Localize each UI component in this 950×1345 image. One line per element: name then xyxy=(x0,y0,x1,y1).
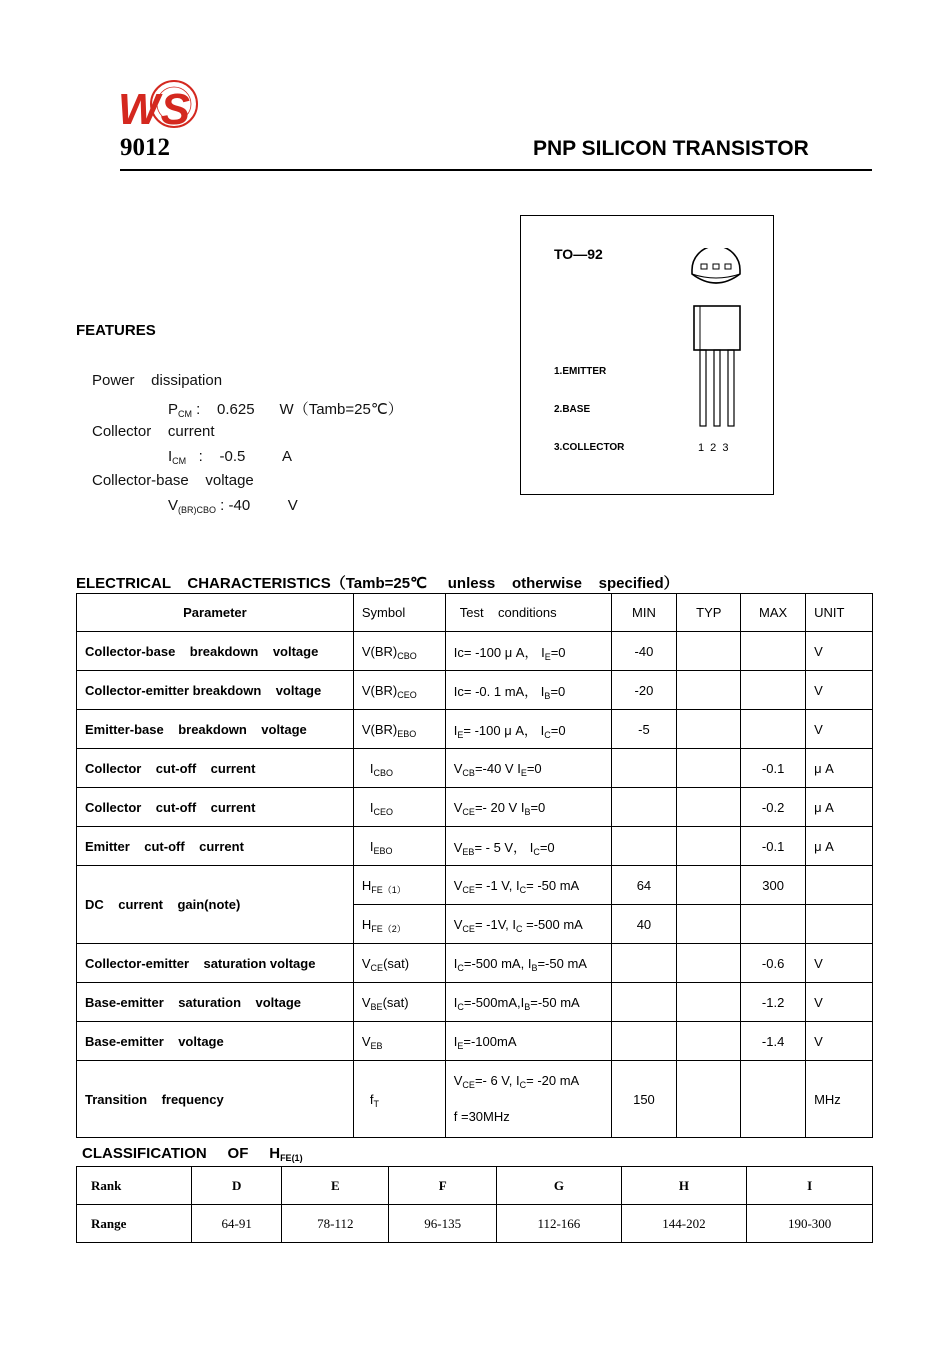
ec-row-min: -5 xyxy=(611,710,677,749)
ec-row-symbol: $I_{CBO}$ xyxy=(353,749,445,788)
ec-row-conditions: $I_E=-100mA$ xyxy=(445,1022,611,1061)
transition-param: Transition frequency xyxy=(77,1061,354,1138)
ec-row-param: Emitter-base breakdown voltage xyxy=(77,710,354,749)
ec-row-min xyxy=(611,827,677,866)
ec-row-param: Base-emitter saturation voltage xyxy=(77,983,354,1022)
dc-gain-typ-1 xyxy=(677,866,741,905)
pin-2-label: 2.BASE xyxy=(554,404,591,415)
ec-row-min: -40 xyxy=(611,632,677,671)
ec-row-min: -20 xyxy=(611,671,677,710)
package-box xyxy=(520,215,774,495)
table-row xyxy=(77,827,873,866)
range-cell: 78-112 xyxy=(282,1205,389,1243)
ec-row-unit: V xyxy=(806,944,873,983)
ec-row-conditions: $I_C=-500$ mA, $I_B=-50$ mA xyxy=(445,944,611,983)
range-cell: 64-91 xyxy=(192,1205,282,1243)
transition-cond: $V_{CE}=-$ 6 V, $I_C= -20$ mA f =30MHz xyxy=(445,1061,611,1138)
ec-row-min xyxy=(611,1022,677,1061)
dc-gain-min-1: 64 xyxy=(611,866,677,905)
dc-gain-cond-2: $V_{CE}= -1V$, $I_C =-500$ mA xyxy=(445,905,611,944)
ec-row-param: Collector-emitter breakdown voltage xyxy=(77,671,354,710)
transition-min: 150 xyxy=(611,1061,677,1138)
ec-row-typ xyxy=(677,983,741,1022)
ec-row-typ xyxy=(677,827,741,866)
rank-cell: I xyxy=(747,1167,873,1205)
transition-max xyxy=(741,1061,806,1138)
ec-row-max: -1.4 xyxy=(741,1022,806,1061)
dc-gain-unit-1 xyxy=(806,866,873,905)
table-row xyxy=(77,749,873,788)
rank-row xyxy=(77,1167,873,1205)
ec-row-max: -1.2 xyxy=(741,983,806,1022)
transition-symbol: $f_T$ xyxy=(353,1061,445,1138)
ec-row-param: Collector-emitter saturation voltage xyxy=(77,944,354,983)
ec-row-min xyxy=(611,749,677,788)
ec-row-min xyxy=(611,983,677,1022)
to92-package-drawing xyxy=(686,248,746,428)
table-row xyxy=(77,983,873,1022)
dc-gain-min-2: 40 xyxy=(611,905,677,944)
feature-power-value: $P_{CM}$ : 0.625 W（Tamb=25℃） xyxy=(168,401,403,419)
ec-row-conditions: Ic= -100 μ A， $I_E=0$ xyxy=(445,632,611,671)
ec-row-typ xyxy=(677,1022,741,1061)
ec-row-unit: μ A xyxy=(806,827,873,866)
ec-row-symbol: $V(BR)_{CBO}$ xyxy=(353,632,445,671)
ec-row-symbol: $V_{EB}$ xyxy=(353,1022,445,1061)
ec-row-unit: V xyxy=(806,983,873,1022)
dc-gain-unit-2 xyxy=(806,905,873,944)
table-row xyxy=(77,866,873,905)
ec-row-param: Emitter cut-off current xyxy=(77,827,354,866)
ws-logo xyxy=(118,76,200,136)
table-row xyxy=(77,671,873,710)
ec-row-typ xyxy=(677,671,741,710)
ec-row-conditions: $V_{CE}=-$ 20 V $I_B=0$ xyxy=(445,788,611,827)
ec-row-symbol: $V_{BE}(sat)$ xyxy=(353,983,445,1022)
ec-row-max xyxy=(741,671,806,710)
feature-current-value: $I_{CM}$ : -0.5 A xyxy=(168,448,293,466)
transition-typ xyxy=(677,1061,741,1138)
feature-voltage-value: $V_{(BR)CBO}$ : -40 V xyxy=(168,497,298,515)
range-cell: 144-202 xyxy=(621,1205,747,1243)
ec-row-min xyxy=(611,944,677,983)
rank-cell: E xyxy=(282,1167,389,1205)
pin-numbers: 1 2 3 xyxy=(698,442,729,454)
dc-gain-symbol-2: $H_{FE(2)}$ xyxy=(353,905,445,944)
ec-row-symbol: $I_{EBO}$ xyxy=(353,827,445,866)
header-unit: UNIT xyxy=(806,594,873,632)
rank-cell: G xyxy=(497,1167,621,1205)
ec-row-conditions: $V_{CB}=-40$ V $I_E=0$ xyxy=(445,749,611,788)
header-test-conditions: Test conditions xyxy=(445,594,611,632)
ec-row-typ xyxy=(677,788,741,827)
part-number: 9012 xyxy=(120,134,170,161)
package-name: TO—92 xyxy=(554,246,603,262)
ec-row-max: -0.6 xyxy=(741,944,806,983)
range-cell: 190-300 xyxy=(747,1205,873,1243)
pin-1-label: 1.EMITTER xyxy=(554,366,607,377)
ec-row-max: -0.1 xyxy=(741,827,806,866)
ec-row-symbol: $I_{CEO}$ xyxy=(353,788,445,827)
ec-row-symbol: $V_{CE}(sat)$ xyxy=(353,944,445,983)
ec-row-param: Base-emitter voltage xyxy=(77,1022,354,1061)
electrical-title: ELECTRICAL CHARACTERISTICS（Tamb=25℃ unless otherwise specified） xyxy=(76,575,679,592)
rank-cell: H xyxy=(621,1167,747,1205)
ec-row-unit: V xyxy=(806,671,873,710)
table-row xyxy=(77,632,873,671)
ec-row-unit: μ A xyxy=(806,749,873,788)
dc-gain-typ-2 xyxy=(677,905,741,944)
table-row xyxy=(77,710,873,749)
table-row xyxy=(77,944,873,983)
range-row xyxy=(77,1205,873,1243)
classification-table xyxy=(76,1166,873,1243)
rank-label: Rank xyxy=(77,1167,192,1205)
ec-row-max: -0.2 xyxy=(741,788,806,827)
ec-row-typ xyxy=(677,944,741,983)
dc-gain-cond-1: $V_{CE}= -1$ V, $I_C= -50$ mA xyxy=(445,866,611,905)
range-cell: 112-166 xyxy=(497,1205,621,1243)
ec-row-typ xyxy=(677,710,741,749)
ec-row-symbol: $V(BR)_{EBO}$ xyxy=(353,710,445,749)
ec-row-unit: V xyxy=(806,632,873,671)
ec-row-conditions: $I_C=-500mA,I_B=-50$ mA xyxy=(445,983,611,1022)
pin-3-label: 3.COLLECTOR xyxy=(554,442,625,453)
classification-title: CLASSIFICATION OF $H_{FE(1)}$ xyxy=(82,1145,303,1163)
header-min: MIN xyxy=(611,594,677,632)
electrical-header-row xyxy=(77,594,873,632)
ec-row-param: Collector cut-off current xyxy=(77,788,354,827)
ec-row-max xyxy=(741,710,806,749)
ec-row-min xyxy=(611,788,677,827)
transition-unit: MHz xyxy=(806,1061,873,1138)
ec-row-max: -0.1 xyxy=(741,749,806,788)
electrical-table xyxy=(76,593,873,1138)
ec-row-symbol: $V(BR)_{CEO}$ xyxy=(353,671,445,710)
ec-row-param: Collector-base breakdown voltage xyxy=(77,632,354,671)
dc-gain-param: DC current gain(note) xyxy=(77,866,354,944)
table-row xyxy=(77,1061,873,1138)
dc-gain-symbol-1: $H_{FE(1)}$ xyxy=(353,866,445,905)
ec-row-param: Collector cut-off current xyxy=(77,749,354,788)
ec-row-unit: μ A xyxy=(806,788,873,827)
feature-power-name: Power dissipation xyxy=(92,372,223,389)
logo-letters: WS xyxy=(118,85,190,134)
ec-row-unit: V xyxy=(806,710,873,749)
dc-gain-max-1: 300 xyxy=(741,866,806,905)
header-typ: TYP xyxy=(677,594,741,632)
feature-voltage-name: Collector-base voltage xyxy=(92,472,254,489)
document-title: PNP SILICON TRANSISTOR xyxy=(533,137,809,160)
ec-row-conditions: $V_{EB}= - 5$ V， $I_C=0$ xyxy=(445,827,611,866)
table-row xyxy=(77,788,873,827)
header-max: MAX xyxy=(741,594,806,632)
ec-row-typ xyxy=(677,632,741,671)
header-parameter: Parameter xyxy=(77,594,354,632)
ec-row-max xyxy=(741,632,806,671)
rank-cell: D xyxy=(192,1167,282,1205)
ec-row-unit: V xyxy=(806,1022,873,1061)
ec-row-conditions: Ic= -0. 1 mA， $I_B=0$ xyxy=(445,671,611,710)
dc-gain-max-2 xyxy=(741,905,806,944)
table-row xyxy=(77,1022,873,1061)
ec-row-typ xyxy=(677,749,741,788)
range-cell: 96-135 xyxy=(389,1205,497,1243)
feature-current-name: Collector current xyxy=(92,423,215,440)
features-heading: FEATURES xyxy=(76,322,156,339)
header-rule xyxy=(120,169,872,171)
range-label: Range xyxy=(77,1205,192,1243)
header-symbol: Symbol xyxy=(353,594,445,632)
rank-cell: F xyxy=(389,1167,497,1205)
ec-row-conditions: $I_E= -100$ μ A， $I_C=0$ xyxy=(445,710,611,749)
